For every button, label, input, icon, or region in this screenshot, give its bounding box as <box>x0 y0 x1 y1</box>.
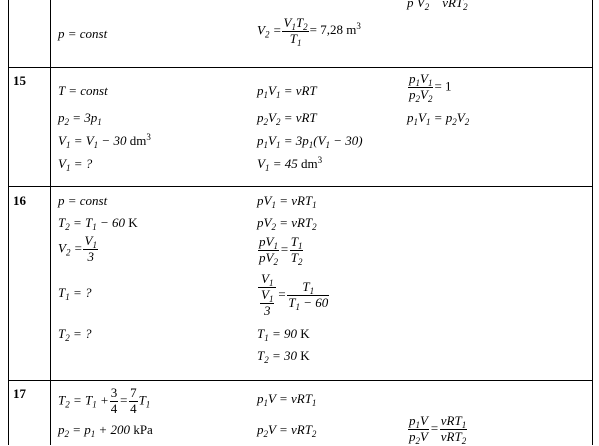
equation: $V_1 = V_1 - 30$ $dm^3$ <box>58 132 151 150</box>
problem-number: 15 <box>13 73 26 88</box>
equation: $p_2 = 3p_1$ <box>58 110 102 127</box>
equation: $T_1$ = ? <box>58 285 92 302</box>
equation: $p_1V = \nu RT_1$ <box>257 391 317 408</box>
equation: $pV_1 = \nu RT_1$ <box>257 193 317 210</box>
equation: $pV_2 = \nu RT_2$ <box>257 215 317 232</box>
equation: $p_1V_1 = p_2V_2$ <box>407 110 470 127</box>
equation: $p_1V_1 = \nu RT$ <box>257 83 317 100</box>
equation: p = const <box>58 193 108 208</box>
row-divider <box>8 186 592 187</box>
equation: $T_1 = 90$ K <box>257 326 310 343</box>
equation: $V_1 = 45$ $dm^3$ <box>257 155 323 173</box>
equation: $T_2 = 30$ K <box>257 348 310 365</box>
equation: $T_2 = T_1$ + $\frac{3}{4}$ = $\frac{7}{4}$ $T_1$ <box>58 385 151 416</box>
equation: p = const <box>58 26 108 41</box>
equation: T = const <box>58 83 108 98</box>
equation: $\frac{p_1V}{p_2V}$ = $\frac{\nu RT_1}{\nu RT_2}$ <box>409 413 467 446</box>
equation: $\frac{p_1V_1}{p_2V_2}$ = 1 <box>409 71 452 104</box>
equation: $p_2V_2 = \nu RT$ <box>257 110 317 127</box>
row-divider <box>8 380 592 381</box>
row-divider <box>8 67 592 68</box>
equation: $V_2$ = $\frac{V_1T_2}{T_1}$ = 7,28 $m^3$ <box>257 15 361 48</box>
equation: $T_2$ = ? <box>58 326 92 343</box>
equation: $V_2$ = $\frac{V_1}{3}$ <box>58 233 97 264</box>
equation: p $V_2$ νRT$_2$ <box>407 0 468 12</box>
equation: $T_2 = T_1 - 60$ K <box>58 215 138 232</box>
problem-number: 16 <box>13 193 26 208</box>
equation: $p_2 = p_1 + 200$ kPa <box>58 422 153 439</box>
equation: $\frac{V_1}{\frac{V_1}{3}}$ = $\frac{T_1}{T_1 - 60}$ <box>257 272 330 319</box>
table-border-right <box>592 0 593 445</box>
equation: $p_2V = \nu RT_2$ <box>257 422 317 439</box>
equation: $p_1V_1 = 3p_1(V_1 - 30)$ <box>257 133 363 150</box>
problem-number: 17 <box>13 386 26 401</box>
equation: $V_1$ = ? <box>58 156 93 173</box>
equation: $\frac{pV_1}{pV_2}$ = $\frac{T_1}{T_2}$ <box>259 234 303 267</box>
